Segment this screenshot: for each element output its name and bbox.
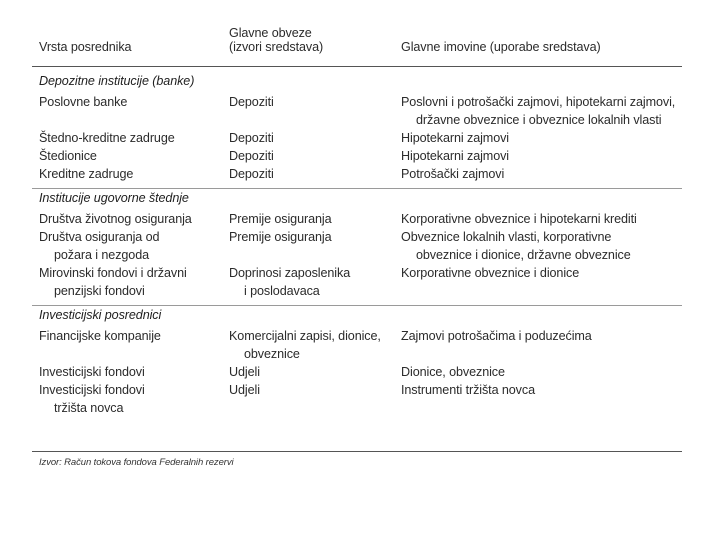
cell-assets (401, 165, 504, 183)
cell-intermediary-type (39, 381, 145, 417)
cell-intermediary-type (39, 165, 133, 183)
cell-intermediary-type-line: Štedionice (39, 149, 97, 163)
header-assets: Glavne imovine (uporabe sredstava) (401, 40, 601, 54)
table-row (32, 228, 682, 264)
cell-intermediary-type (39, 264, 187, 300)
cell-intermediary-type-line: Mirovinski fondovi i državni (39, 266, 187, 280)
cell-assets (401, 381, 535, 399)
section-title: Investicijski posrednici (39, 308, 162, 322)
table-row (32, 147, 682, 165)
cell-intermediary-type-line: tržišta novca (54, 401, 124, 415)
cell-liabilities (229, 129, 274, 147)
section-title: Institucije ugovorne štednje (39, 191, 189, 205)
table-row (32, 210, 682, 228)
cell-assets (401, 363, 505, 381)
cell-liabilities (229, 228, 332, 246)
cell-assets (401, 210, 637, 228)
cell-liabilities-line: Doprinosi zaposlenika (229, 266, 351, 280)
cell-intermediary-type-line: Investicijski fondovi (39, 383, 145, 397)
cell-liabilities (229, 165, 274, 183)
cell-intermediary-type (39, 228, 159, 264)
cell-intermediary-type (39, 363, 145, 381)
cell-liabilities-line: Premije osiguranja (229, 230, 332, 244)
section-divider (32, 188, 682, 189)
cell-liabilities (229, 264, 350, 300)
cell-assets-line: Instrumenti tržišta novca (401, 383, 535, 397)
cell-intermediary-type (39, 327, 161, 345)
cell-intermediary-type-line: Društva osiguranja od (39, 230, 160, 244)
cell-assets-line: Korporativne obveznice i hipotekarni krediti (401, 212, 637, 226)
header-rule (32, 66, 682, 67)
cell-assets (401, 93, 675, 129)
table-row (32, 363, 682, 381)
table-row (32, 264, 682, 300)
cell-intermediary-type-line: Štedno-kreditne zadruge (39, 131, 175, 145)
cell-assets-line: Zajmovi potrošačima i poduzećima (401, 329, 592, 343)
cell-assets-line: Dionice, obveznice (401, 365, 505, 379)
cell-liabilities-line: Premije osiguranja (229, 212, 332, 226)
cell-intermediary-type-line: Društva životnog osiguranja (39, 212, 192, 226)
cell-intermediary-type-line: penzijski fondovi (54, 284, 145, 298)
cell-liabilities-line: Depoziti (229, 167, 274, 181)
section-divider (32, 305, 682, 306)
cell-assets (401, 228, 631, 264)
cell-liabilities (229, 93, 274, 111)
cell-liabilities (229, 327, 381, 363)
cell-liabilities (229, 147, 274, 165)
cell-liabilities-line: Depoziti (229, 131, 274, 145)
cell-assets-line: Obveznice lokalnih vlasti, korporativne (401, 230, 612, 244)
cell-liabilities (229, 210, 332, 228)
table-row (32, 93, 682, 129)
table-row (32, 381, 682, 417)
header-intermediary-type: Vrsta posrednika (39, 40, 132, 54)
header-liabilities-line2: (izvori sredstava) (229, 40, 324, 54)
bottom-rule (32, 451, 682, 452)
cell-intermediary-type-line: požara i nezgoda (54, 248, 150, 262)
cell-assets (401, 129, 509, 147)
cell-liabilities-line: Komercijalni zapisi, dionice, (229, 329, 381, 343)
section-title: Depozitne institucije (banke) (39, 74, 195, 88)
cell-intermediary-type (39, 210, 192, 228)
cell-assets-line: Hipotekarni zajmovi (401, 131, 509, 145)
cell-liabilities-line: Depoziti (229, 149, 274, 163)
cell-assets-line: Hipotekarni zajmovi (401, 149, 509, 163)
cell-liabilities-line: i poslodavaca (244, 284, 320, 298)
cell-assets (401, 264, 579, 282)
cell-liabilities-line: Udjeli (229, 365, 260, 379)
cell-intermediary-type-line: Investicijski fondovi (39, 365, 145, 379)
cell-assets-line: državne obveznice i obveznice lokalnih vlasti (416, 113, 662, 127)
cell-liabilities-line: obveznice (244, 347, 300, 361)
cell-liabilities-line: Udjeli (229, 383, 260, 397)
cell-intermediary-type (39, 93, 127, 111)
table-row (32, 129, 682, 147)
cell-assets (401, 147, 509, 165)
cell-liabilities-line: Depoziti (229, 95, 274, 109)
cell-intermediary-type (39, 129, 175, 147)
header-liabilities-line1: Glavne obveze (229, 26, 312, 40)
table-row (32, 327, 682, 363)
cell-assets-line: Poslovni i potrošački zajmovi, hipotekarni zajmovi, (401, 95, 676, 109)
cell-assets (401, 327, 592, 345)
cell-intermediary-type-line: Financijske kompanije (39, 329, 161, 343)
table-scan (32, 18, 682, 468)
cell-assets-line: obveznice i dionice, državne obveznice (416, 248, 631, 262)
cell-assets-line: Potrošački zajmovi (401, 167, 505, 181)
cell-intermediary-type-line: Kreditne zadruge (39, 167, 134, 181)
table-row (32, 165, 682, 183)
cell-intermediary-type-line: Poslovne banke (39, 95, 128, 109)
table-header (32, 18, 682, 64)
cell-assets-line: Korporativne obveznice i dionice (401, 266, 580, 280)
cell-intermediary-type (39, 147, 97, 165)
cell-liabilities (229, 381, 260, 399)
source-note: Izvor: Račun tokova fondova Federalnih rezervi (39, 457, 234, 468)
cell-liabilities (229, 363, 260, 381)
